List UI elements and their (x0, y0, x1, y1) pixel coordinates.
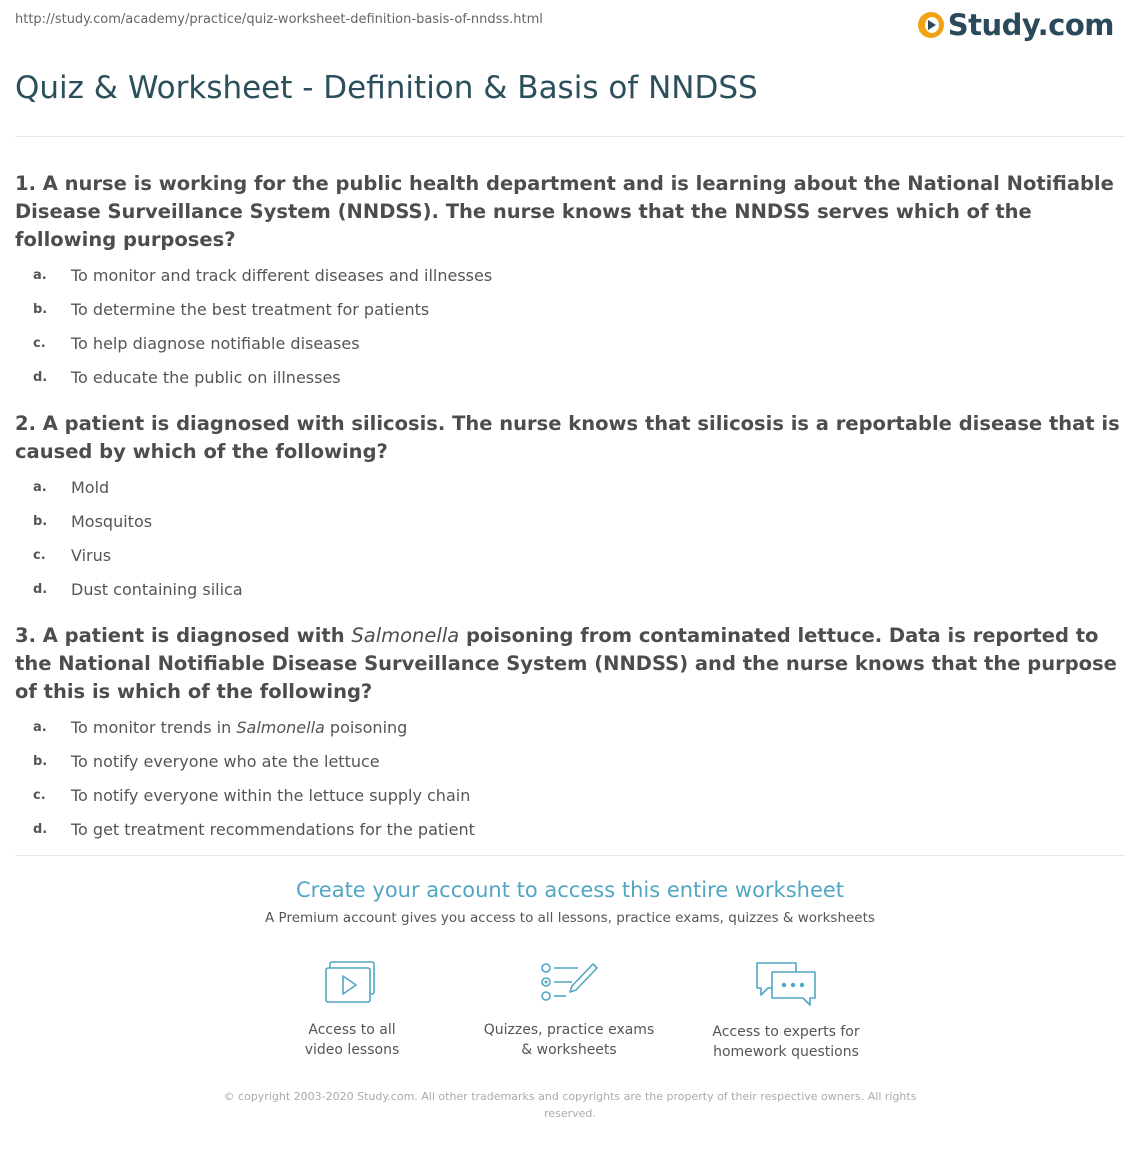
page-url: http://study.com/academy/practice/quiz-worksheet-definition-basis-of-nndss.html (15, 12, 543, 27)
answer-letter: b. (33, 513, 48, 529)
feature-label-line: homework questions (713, 1044, 859, 1060)
answer-letter: c. (33, 787, 46, 803)
feature-label-line: & worksheets (521, 1042, 617, 1058)
answer-text: To notify everyone within the lettuce supply chain (71, 785, 471, 805)
answer-text: To determine the best treatment for patients (71, 299, 430, 319)
answer-option (15, 504, 1125, 538)
feature-label-line: Access to experts for (712, 1024, 860, 1040)
answer-option (15, 572, 1125, 606)
answer-text-italic: Salmonella (236, 717, 325, 737)
quiz-checklist-icon (540, 960, 598, 1006)
answer-text: Mold (71, 477, 110, 497)
feature-label (252, 1020, 452, 1060)
answer-option (15, 360, 1125, 394)
question-3 (15, 622, 1125, 846)
copyright-notice: © copyright 2003-2020 Study.com. All other trademarks and copyrights are the property of their respective owners. All rights reserved. (223, 1090, 917, 1120)
question-text: 2. A patient is diagnosed with silicosis. The nurse knows that silicosis is a reportable disease that is caused by which of the following? (15, 412, 1120, 463)
feature-quizzes (469, 960, 669, 1060)
answer-letter: c. (33, 547, 46, 563)
page-title: Quiz & Worksheet - Definition & Basis of NNDSS (15, 70, 758, 106)
answer-option (15, 538, 1125, 572)
cta-subtext: A Premium account gives you access to all lessons, practice exams, quizzes & worksheets (265, 910, 875, 926)
video-lessons-icon (325, 960, 379, 1006)
answer-option (15, 292, 1125, 326)
signup-cta (0, 878, 1140, 926)
answer-text: To get treatment recommendations for the patient (71, 819, 475, 839)
feature-label-line: video lessons (304, 1042, 400, 1058)
divider (15, 136, 1125, 137)
answer-option (15, 812, 1125, 846)
answer-text: To educate the public on illnesses (71, 367, 341, 387)
answer-letter: a. (33, 719, 47, 735)
play-circle-icon (918, 12, 944, 38)
question-text: 1. A nurse is working for the public health department and is learning about the National Notifiable Disease Surveillance System (NNDSS). The nurse knows that the NNDSS serves which of the following purposes? (15, 172, 1114, 251)
question-2 (15, 410, 1125, 606)
answer-option (15, 778, 1125, 812)
feature-label-line: Access to all (308, 1022, 396, 1038)
feature-experts (686, 960, 886, 1062)
feature-video-lessons (252, 960, 452, 1060)
answer-option (15, 744, 1125, 778)
feature-label (469, 1020, 669, 1060)
question-text (15, 622, 1125, 706)
answer-list (15, 258, 1125, 394)
answer-text: Dust containing silica (71, 579, 243, 599)
answer-letter: c. (33, 335, 46, 351)
answer-option (15, 258, 1125, 292)
answer-text: To notify everyone who ate the lettuce (71, 751, 380, 771)
cta-heading[interactable]: Create your account to access this entire worksheet (295, 878, 845, 902)
question-list (15, 170, 1125, 862)
answer-letter: d. (33, 581, 48, 597)
answer-letter: b. (33, 753, 48, 769)
answer-text-part: To monitor trends in (71, 717, 237, 737)
answer-text-part: poisoning (324, 717, 408, 737)
answer-letter: a. (33, 267, 47, 283)
answer-letter: a. (33, 479, 47, 495)
study-logo[interactable] (918, 8, 1114, 42)
answer-option (15, 326, 1125, 360)
question-text-italic: Salmonella (351, 624, 460, 647)
answer-text: Virus (71, 545, 112, 565)
answer-letter: b. (33, 301, 48, 317)
answer-letter: d. (33, 369, 48, 385)
answer-option (15, 470, 1125, 504)
chat-bubbles-icon (754, 960, 818, 1008)
question-text-part: poisoning from contaminated lettuce. Data is reported to the National Notifiable Disease Surveillance System (NNDSS) and the nurse knows that the purpose of this is which of the following? (15, 624, 1117, 703)
answer-text: Mosquitos (71, 511, 153, 531)
question-text-part: 3. A patient is diagnosed with (15, 624, 352, 647)
answer-text: To monitor and track different diseases and illnesses (71, 265, 493, 285)
divider (15, 855, 1125, 856)
answer-text: To help diagnose notifiable diseases (71, 333, 360, 353)
question-1 (15, 170, 1125, 394)
logo-text: Study.com (947, 8, 1114, 42)
answer-list (15, 710, 1125, 846)
answer-text (71, 718, 407, 737)
answer-list (15, 470, 1125, 606)
answer-letter: d. (33, 821, 48, 837)
feature-label (686, 1022, 886, 1062)
answer-option (15, 710, 1125, 744)
feature-label-line: Quizzes, practice exams (483, 1022, 655, 1038)
